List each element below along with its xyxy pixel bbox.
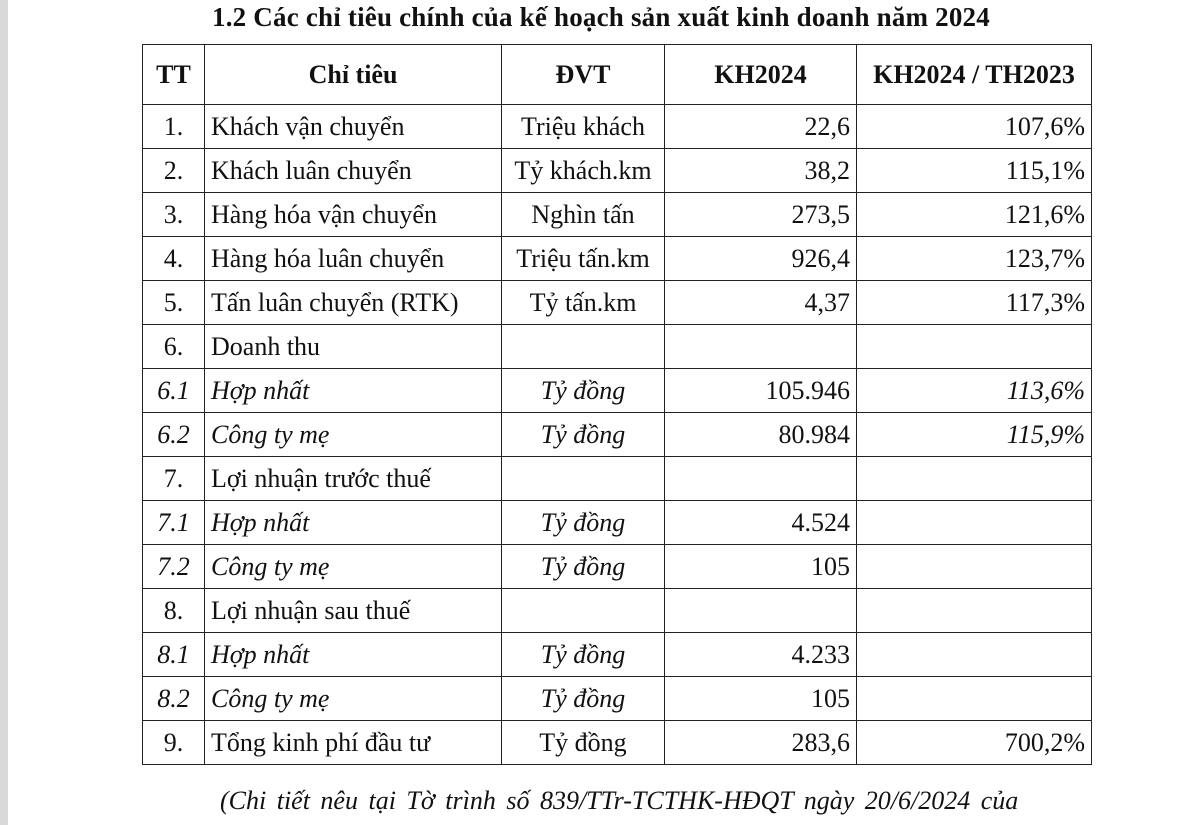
unit-cell: [502, 325, 665, 369]
row-number: 1.: [143, 105, 205, 149]
section-title: 1.2 Các chỉ tiêu chính của kế hoạch sản xuất kinh doanh năm 2024: [212, 2, 990, 32]
indicator-name: Doanh thu: [205, 325, 502, 369]
unit-cell: Tỷ đồng: [502, 721, 665, 765]
plan-value: [665, 325, 857, 369]
footnote: (Chi tiết nêu tại Tờ trình số 839/TTr-TCTHK-HĐQT ngày 20/6/2024 của: [220, 786, 1019, 815]
table-row: [143, 105, 1092, 149]
table-row: [143, 325, 1092, 369]
unit-cell: [502, 589, 665, 633]
table-row: [143, 545, 1092, 589]
unit-cell: [502, 457, 665, 501]
header-unit: ĐVT: [502, 45, 665, 105]
unit-cell: Tỷ đồng: [502, 369, 665, 413]
indicator-name: Công ty mẹ: [205, 413, 502, 457]
ratio-value: [857, 325, 1092, 369]
unit-cell: Nghìn tấn: [502, 193, 665, 237]
row-number: 8.2: [143, 677, 205, 721]
ratio-value: 121,6%: [857, 193, 1092, 237]
row-number: 7.: [143, 457, 205, 501]
indicator-name: Hàng hóa luân chuyển: [205, 237, 502, 281]
page-edge: [0, 0, 8, 825]
unit-cell: Tỷ đồng: [502, 677, 665, 721]
row-number: 7.2: [143, 545, 205, 589]
plan-value: 38,2: [665, 149, 857, 193]
table-row: [143, 149, 1092, 193]
ratio-value: [857, 501, 1092, 545]
table-row: [143, 677, 1092, 721]
ratio-value: [857, 545, 1092, 589]
unit-cell: Tỷ đồng: [502, 413, 665, 457]
indicator-name: Công ty mẹ: [205, 677, 502, 721]
table-row: [143, 413, 1092, 457]
indicator-name: Tấn luân chuyển (RTK): [205, 281, 502, 325]
table-row: [143, 369, 1092, 413]
unit-cell: Triệu tấn.km: [502, 237, 665, 281]
row-number: 6.2: [143, 413, 205, 457]
ratio-value: [857, 589, 1092, 633]
indicator-name: Lợi nhuận trước thuế: [205, 457, 502, 501]
indicator-name: Khách vận chuyển: [205, 105, 502, 149]
unit-cell: Tỷ tấn.km: [502, 281, 665, 325]
plan-value: 4,37: [665, 281, 857, 325]
table-row: [143, 281, 1092, 325]
table-row: [143, 501, 1092, 545]
header-tt: TT: [143, 45, 205, 105]
indicator-name: Hàng hóa vận chuyển: [205, 193, 502, 237]
ratio-value: 117,3%: [857, 281, 1092, 325]
indicator-name: Khách luân chuyển: [205, 149, 502, 193]
plan-value: [665, 457, 857, 501]
ratio-value: 115,1%: [857, 149, 1092, 193]
row-number: 6.1: [143, 369, 205, 413]
plan-value: 105: [665, 677, 857, 721]
indicator-name: Tổng kinh phí đầu tư: [205, 721, 502, 765]
row-number: 7.1: [143, 501, 205, 545]
plan-value: 273,5: [665, 193, 857, 237]
plan-value: 105.946: [665, 369, 857, 413]
table-row: [143, 633, 1092, 677]
header-indicator: Chỉ tiêu: [205, 45, 502, 105]
unit-cell: Triệu khách: [502, 105, 665, 149]
ratio-value: 115,9%: [857, 413, 1092, 457]
table-header-row: [143, 45, 1092, 105]
table-row: [143, 721, 1092, 765]
row-number: 8.1: [143, 633, 205, 677]
plan-value: 283,6: [665, 721, 857, 765]
ratio-value: 700,2%: [857, 721, 1092, 765]
plan-value: 80.984: [665, 413, 857, 457]
row-number: 4.: [143, 237, 205, 281]
unit-cell: Tỷ đồng: [502, 501, 665, 545]
ratio-value: 113,6%: [857, 369, 1092, 413]
header-plan-2024: KH2024: [665, 45, 857, 105]
ratio-value: [857, 677, 1092, 721]
indicator-name: Hợp nhất: [205, 501, 502, 545]
row-number: 9.: [143, 721, 205, 765]
plan-value: 105: [665, 545, 857, 589]
row-number: 8.: [143, 589, 205, 633]
unit-cell: Tỷ khách.km: [502, 149, 665, 193]
unit-cell: Tỷ đồng: [502, 545, 665, 589]
ratio-value: 123,7%: [857, 237, 1092, 281]
row-number: 5.: [143, 281, 205, 325]
table-body: [143, 105, 1092, 765]
plan-value: [665, 589, 857, 633]
ratio-value: [857, 457, 1092, 501]
indicator-name: Hợp nhất: [205, 369, 502, 413]
plan-value: 4.233: [665, 633, 857, 677]
row-number: 3.: [143, 193, 205, 237]
table-row: [143, 193, 1092, 237]
plan-value: 4.524: [665, 501, 857, 545]
row-number: 6.: [143, 325, 205, 369]
indicator-name: Công ty mẹ: [205, 545, 502, 589]
unit-cell: Tỷ đồng: [502, 633, 665, 677]
row-number: 2.: [143, 149, 205, 193]
indicator-name: Hợp nhất: [205, 633, 502, 677]
table-row: [143, 237, 1092, 281]
indicator-name: Lợi nhuận sau thuế: [205, 589, 502, 633]
table-row: [143, 589, 1092, 633]
ratio-value: [857, 633, 1092, 677]
ratio-value: 107,6%: [857, 105, 1092, 149]
plan-value: 926,4: [665, 237, 857, 281]
table-row: [143, 457, 1092, 501]
header-plan-vs-actual: KH2024 / TH2023: [857, 45, 1092, 105]
plan-value: 22,6: [665, 105, 857, 149]
plan-indicators-table: [142, 44, 1092, 765]
